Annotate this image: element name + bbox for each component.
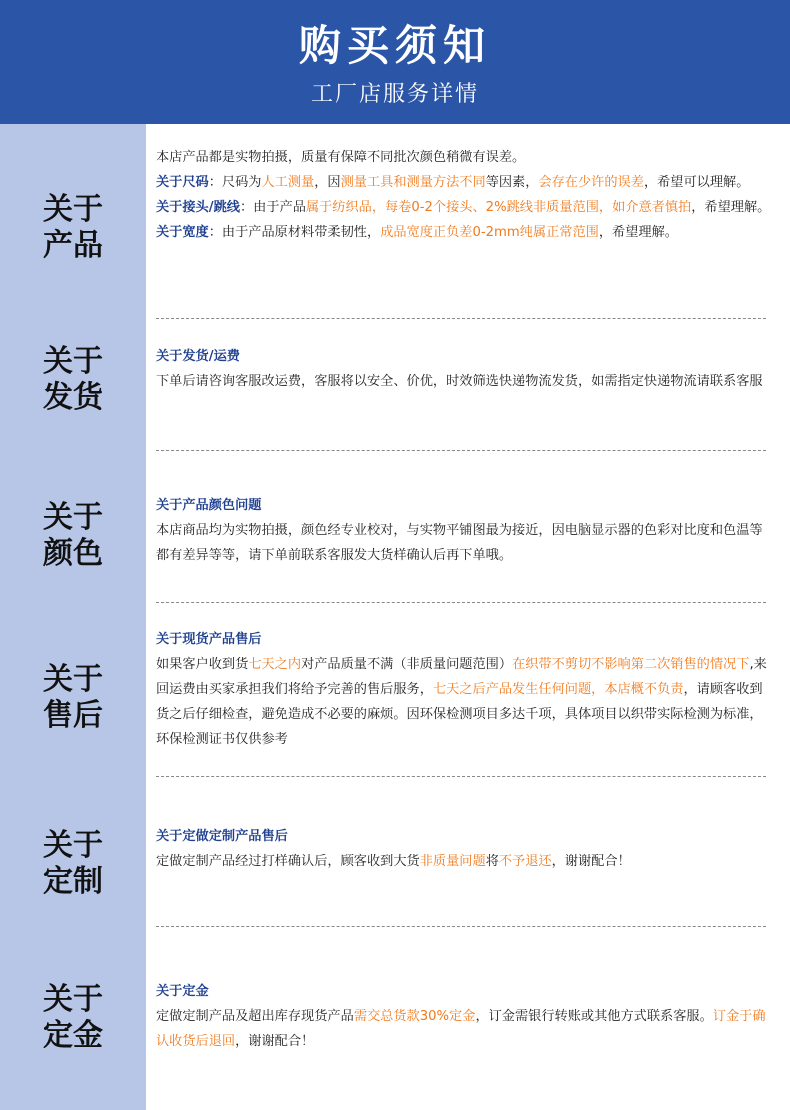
paragraph-heading: 关于接头/跳线: [156, 200, 240, 215]
section-product: [0, 124, 790, 320]
section-paragraph: [156, 145, 772, 170]
paragraph-text: 本店产品都是实物拍摄，质量有保障不同批次颜色稍微有误差。: [156, 150, 526, 165]
paragraph-heading: 关于现货产品售后: [156, 632, 262, 647]
section-label-line2: 发货: [43, 380, 103, 415]
section-label: [0, 192, 146, 264]
highlight-text: 需交总货款30%定金: [353, 1009, 476, 1024]
section-label: [0, 500, 146, 572]
section-paragraph: [156, 493, 772, 518]
paragraph-heading: 关于宽度: [156, 225, 209, 240]
section-label-line2: 定金: [43, 1018, 103, 1053]
section-paragraph: [156, 220, 772, 245]
section-shipping: [0, 320, 790, 452]
section-label-line2: 定制: [43, 864, 103, 899]
section-paragraph: [156, 518, 772, 568]
page-header: [0, 0, 790, 124]
highlight-text: 人工测量: [261, 175, 315, 190]
section-divider: [156, 450, 766, 451]
section-paragraph: [156, 369, 772, 394]
section-label-line2: 产品: [43, 228, 103, 263]
paragraph-text: 如果客户收到货: [156, 657, 249, 672]
paragraph-text: ，谢谢配合！: [551, 854, 631, 869]
section-paragraph: [156, 979, 772, 1004]
section-label: [0, 982, 146, 1054]
paragraph-heading: 关于尺码: [156, 175, 209, 190]
section-label-line1: 关于: [43, 828, 103, 863]
highlight-text: 属于纺织品，每卷0-2个接头、2%跳线非质量范围，如介意者慎拍: [305, 200, 692, 215]
section-paragraph: [156, 849, 772, 874]
section-label: [0, 828, 146, 900]
section-paragraph: [156, 824, 772, 849]
section-content: [156, 493, 772, 568]
highlight-text: 七天之后产品发生任何问题，本店概不负责: [432, 682, 684, 697]
paragraph-text: ，希望理解。: [598, 225, 678, 240]
section-divider: [156, 602, 766, 603]
paragraph-heading: 关于定金: [156, 984, 209, 999]
section-deposit: [0, 928, 790, 1110]
section-content: [156, 145, 772, 245]
highlight-text: 测量工具和测量方法不同: [340, 175, 486, 190]
highlight-text: 非质量问题: [419, 854, 486, 869]
highlight-text: 七天之内: [248, 657, 302, 672]
paragraph-text: ：由于产品: [239, 200, 306, 215]
paragraph-text: ，谢谢配合！: [235, 1034, 315, 1049]
section-content: [156, 627, 772, 752]
paragraph-text: 下单后请咨询客服改运费，客服将以安全、价优，时效筛选快递物流发货，如需指定快递物流请联系客服: [156, 374, 763, 389]
section-label: [0, 344, 146, 416]
paragraph-text: ：尺码为: [208, 175, 262, 190]
section-paragraph: [156, 627, 772, 652]
section-label-line2: 售后: [43, 698, 103, 733]
section-paragraph: [156, 195, 772, 220]
section-content: [156, 344, 772, 394]
paragraph-text: 本店商品均为实物拍摄，颜色经专业校对，与实物平铺图最为接近，因电脑显示器的色彩对比度和色温等都有差异等等，请下单前联系客服发大货样确认后再下单哦。: [156, 523, 763, 563]
section-color: [0, 452, 790, 604]
section-label-line1: 关于: [43, 192, 103, 227]
section-paragraph: [156, 1004, 772, 1054]
section-divider: [156, 318, 766, 319]
section-divider: [156, 926, 766, 927]
section-label-line1: 关于: [43, 344, 103, 379]
paragraph-text: ，因: [314, 175, 341, 190]
section-paragraph: [156, 344, 772, 369]
section-after-sales: [0, 604, 790, 776]
section-label-line1: 关于: [43, 982, 103, 1017]
paragraph-text: 等因素，: [485, 175, 539, 190]
paragraph-text: ，希望可以理解。: [643, 175, 750, 190]
section-paragraph: [156, 652, 772, 752]
paragraph-text: ，希望理解。: [691, 200, 771, 215]
section-custom: [0, 776, 790, 928]
paragraph-text: 定做定制产品及超出库存现货产品: [156, 1009, 354, 1024]
paragraph-text: 对产品质量不满（非质量问题范围）: [301, 657, 513, 672]
paragraph-text: ，请顾客收到货之后仔细检查，避免造成不必要的麻烦。因环保检测项目多达千项，具体项目以织带实际检测为标准，环保检测证书仅供参考: [156, 682, 763, 747]
paragraph-heading: 关于产品颜色问题: [156, 498, 262, 513]
paragraph-text: ,来回运费由买家承担我们将给予完善的售后服务，: [156, 657, 767, 697]
highlight-text: 不予退还: [498, 854, 552, 869]
paragraph-text: 将: [485, 854, 499, 869]
paragraph-text: 定做定制产品经过打样确认后，顾客收到大货: [156, 854, 420, 869]
paragraph-text: ：由于产品原材料带柔韧性，: [208, 225, 381, 240]
paragraph-heading: 关于定做定制产品售后: [156, 829, 288, 844]
section-content: [156, 824, 772, 874]
highlight-text: 订金于确认收货后退回: [156, 1009, 766, 1049]
highlight-text: 成品宽度正负差0-2mm纯属正常范围: [380, 225, 599, 240]
section-label-line1: 关于: [43, 662, 103, 697]
section-label: [0, 662, 146, 734]
paragraph-text: ，订金需银行转账或其他方式联系客服。: [475, 1009, 713, 1024]
section-label-line1: 关于: [43, 500, 103, 535]
page-title: 购买须知: [298, 21, 491, 70]
section-paragraph: [156, 170, 772, 195]
paragraph-heading: 关于发货/运费: [156, 349, 240, 364]
section-content: [156, 979, 772, 1054]
page-subtitle: 工厂店服务详情: [310, 82, 479, 107]
highlight-text: 在织带不剪切不影响第二次销售的情况下: [512, 657, 750, 672]
section-label-line2: 颜色: [43, 536, 103, 571]
highlight-text: 会存在少许的误差: [538, 175, 644, 190]
